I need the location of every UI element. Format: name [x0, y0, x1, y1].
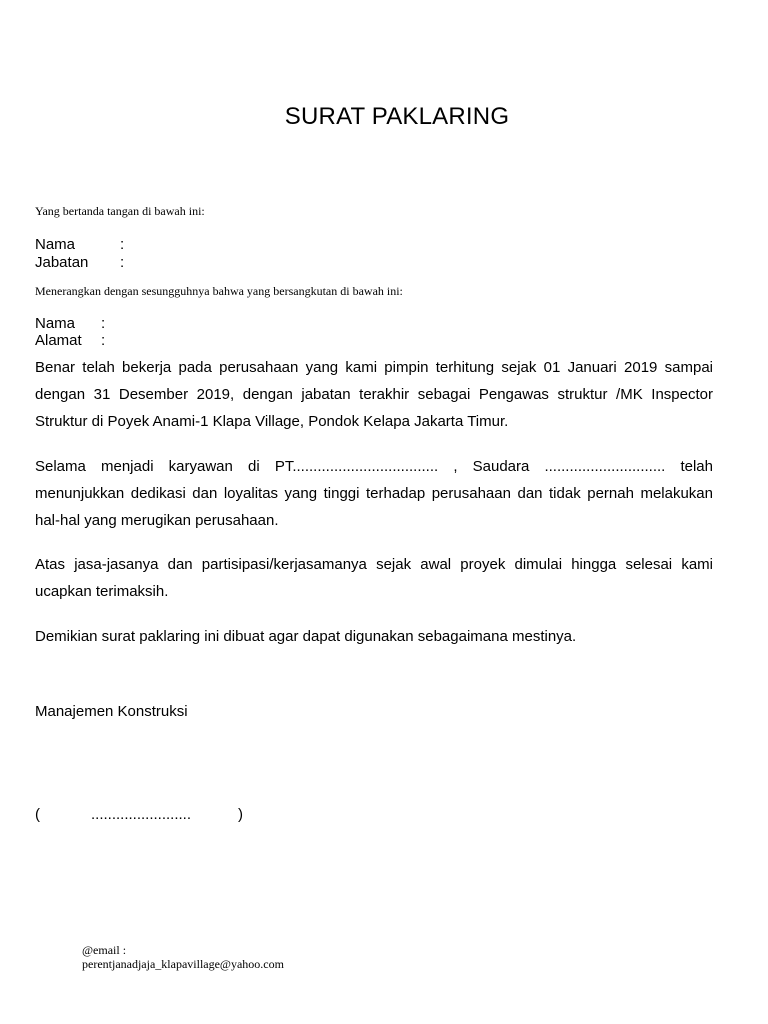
- signer-name-separator: :: [120, 236, 125, 253]
- paragraph-closing: Demikian surat paklaring ini dibuat agar dapat digunakan sebagaimana mestinya.: [35, 628, 577, 645]
- signer-name-row: [35, 236, 124, 254]
- document-title: SURAT PAKLARING: [284, 103, 510, 130]
- signature-open-paren: (: [35, 806, 40, 823]
- subject-name-row: [35, 315, 105, 333]
- signature-close-paren: ): [238, 806, 243, 823]
- subject-name-label: Nama: [35, 315, 76, 332]
- signer-position-label: Jabatan: [35, 254, 89, 271]
- subject-name-separator: :: [101, 315, 106, 332]
- subject-address-label: Alamat: [35, 332, 82, 349]
- signer-position-separator: :: [120, 254, 125, 271]
- footer-email-label: @email :: [82, 943, 127, 957]
- paragraph-dedication: Selama menjadi karyawan di PT................................... , Saudara ............................. telah menunjukkan dedikasi dan loyalitas yang tinggi terhadap perusahaan dan tidak pernah melakukan hal-hal yang merugikan perusahaan.: [35, 458, 713, 529]
- signer-position-row: [35, 254, 124, 272]
- intro-subject-text: Menerangkan dengan sesungguhnya bahwa yang bersangkutan di bawah ini:: [35, 284, 403, 298]
- subject-address-row: [35, 332, 105, 350]
- paragraph-employment: Benar telah bekerja pada perusahaan yang kami pimpin terhitung sejak 01 Januari 2019 sampai dengan 31 Desember 2019, dengan jabatan terakhir sebagai Pengawas struktur /MK Inspector Struktur di Poyek Anami-1 Klapa Village, Pondok Kelapa Jakarta Timur.: [35, 359, 713, 430]
- closing-organization: Manajemen Konstruksi: [35, 703, 188, 720]
- signature-dots: ........................: [91, 806, 192, 823]
- paragraph-gratitude: Atas jasa-jasanya dan partisipasi/kerjasamanya sejak awal proyek dimulai hingga selesai kami ucapkan terimaksih.: [35, 556, 713, 600]
- signer-name-label: Nama: [35, 236, 76, 253]
- subject-address-separator: :: [101, 332, 106, 349]
- intro-signer-text: Yang bertanda tangan di bawah ini:: [35, 204, 205, 218]
- footer-email-value: perentjanadjaja_klapavillage@yahoo.com: [82, 957, 284, 971]
